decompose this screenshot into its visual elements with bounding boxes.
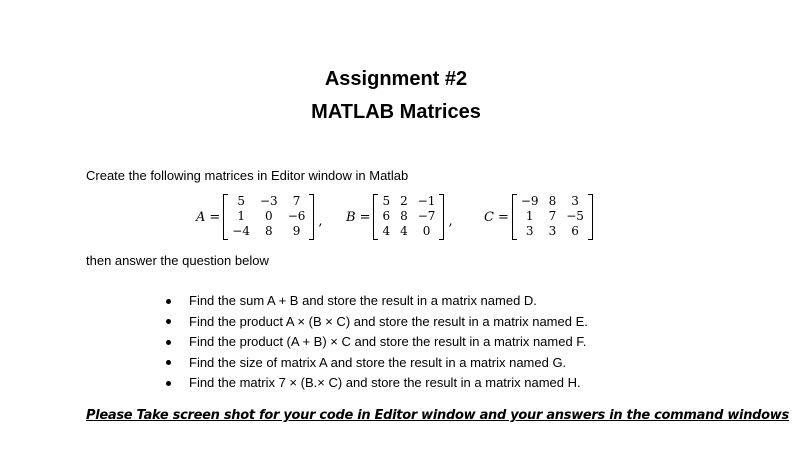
matrix-c-values: −9 8 3 1 7 −5 3 3 6 xyxy=(520,194,584,238)
matrix-c-label: C xyxy=(484,209,494,225)
task-item: Find the sum A + B and store the result in a matrix named D. xyxy=(166,291,588,312)
task-item: Find the matrix 7 × (B.× C) and store the result in a matrix named H. xyxy=(166,373,588,394)
bullet-icon xyxy=(166,299,171,304)
assignment-subtitle: MATLAB Matrices xyxy=(311,101,481,123)
separator-comma: , xyxy=(448,213,453,229)
task-item: Find the size of matrix A and store the result in a matrix named G. xyxy=(166,353,588,374)
task-item: Find the product A × (B × C) and store the result in a matrix named E. xyxy=(166,312,588,333)
matrix-b xyxy=(346,193,453,241)
matrix-b-brackets xyxy=(373,194,444,240)
intro-text: Create the following matrices in Editor window in Matlab xyxy=(86,168,409,183)
bullet-icon xyxy=(166,319,171,324)
assignment-title: Assignment #2 xyxy=(324,68,468,90)
matrix-row xyxy=(0,193,792,241)
matrix-a-label: A xyxy=(196,209,206,225)
matrix-c-brackets xyxy=(512,194,593,240)
matrix-b-label: B xyxy=(346,209,356,225)
task-list xyxy=(166,291,588,394)
equals-sign: = xyxy=(497,209,509,225)
instruction-text: then answer the question below xyxy=(86,253,269,268)
separator-comma: , xyxy=(318,213,323,229)
matrix-b-values: 5 2 −1 6 8 −7 4 4 0 xyxy=(382,194,436,238)
bullet-icon xyxy=(166,360,171,365)
equals-sign: = xyxy=(209,209,221,225)
equals-sign: = xyxy=(359,209,371,225)
footer-note: Please Take screen shot for your code in Editor window and your answers in the command windows xyxy=(86,408,789,423)
matrix-a-brackets xyxy=(223,194,314,240)
matrix-a-values: 5 −3 7 1 0 −6 −4 8 9 xyxy=(232,194,306,238)
matrix-a xyxy=(196,193,323,241)
matrix-c xyxy=(484,193,593,241)
bullet-icon xyxy=(166,340,171,345)
bullet-icon xyxy=(166,381,171,386)
task-item: Find the product (A + B) × C and store the result in a matrix named F. xyxy=(166,332,588,353)
